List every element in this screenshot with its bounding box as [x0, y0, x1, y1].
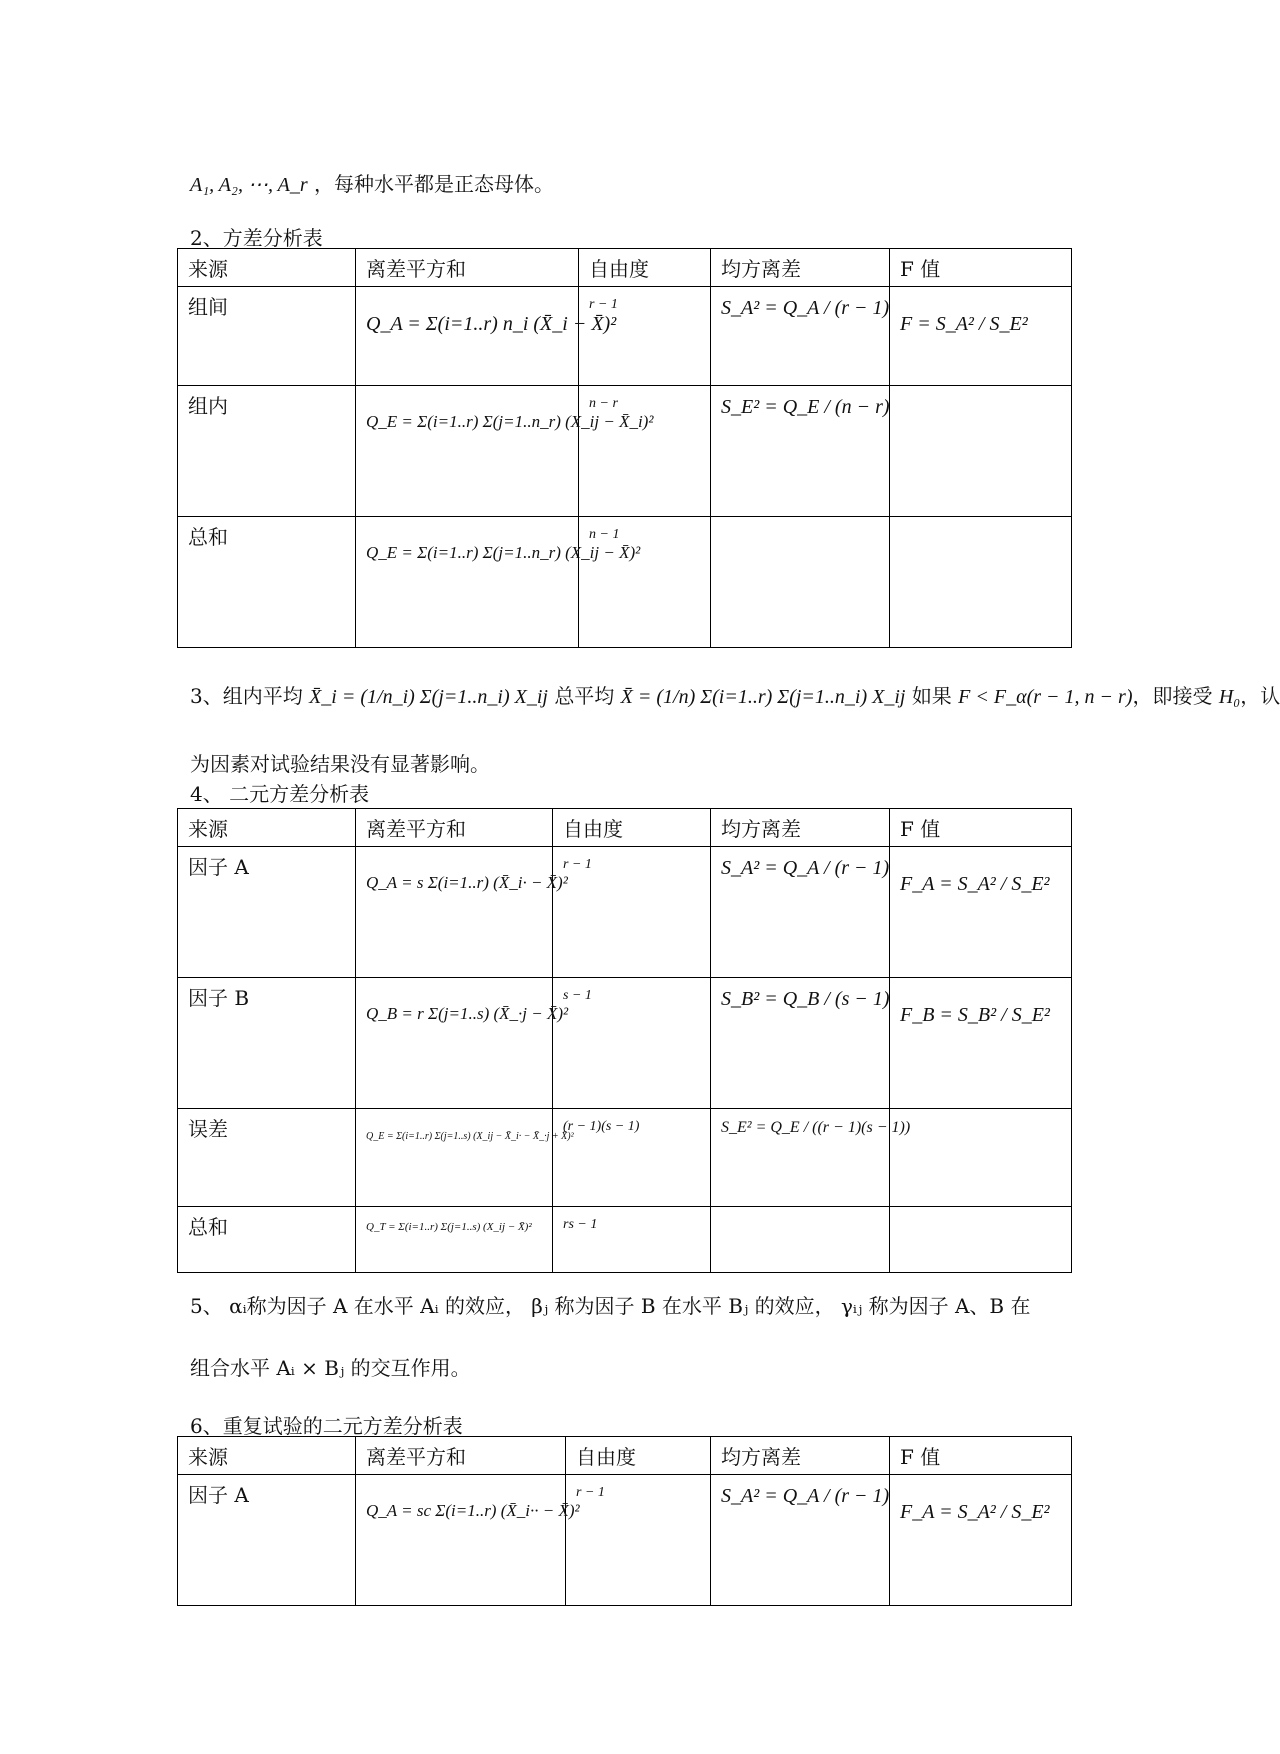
total-mean-label: 总平均: [554, 684, 615, 708]
header-source: 来源: [178, 809, 356, 847]
group-mean-math: X̄_i = (1/n_i) Σ(j=1..n_i) X_ij: [309, 686, 548, 708]
ss-formula: Q_B = r Σ(j=1..s) (X̄_·j − X̄)²: [366, 1004, 569, 1023]
df-value: r − 1: [563, 857, 592, 872]
ms-empty: [711, 517, 890, 648]
df-value: r − 1: [589, 297, 618, 312]
f-formula: F_A = S_A² / S_E²: [900, 1501, 1050, 1523]
accept-label: ，即接受: [1132, 684, 1213, 708]
table-row: [178, 386, 1072, 517]
table-header-row: [178, 1437, 1072, 1475]
ms-formula: S_B² = Q_B / (s − 1): [721, 988, 890, 1010]
section-3-label: 3、组内平均: [190, 684, 303, 708]
section-5-line-2: 组合水平 Aᵢ × Bⱼ 的交互作用。: [190, 1356, 471, 1380]
df-value: (r − 1)(s − 1): [563, 1119, 640, 1134]
header-f: F 值: [890, 249, 1072, 287]
repeated-anova-table: [177, 1436, 1072, 1606]
ms-formula: S_A² = Q_A / (r − 1): [721, 297, 890, 319]
table-header-row: [178, 249, 1072, 287]
section-3-line-2: 为因素对试验结果没有显著影响。: [190, 752, 490, 776]
section-6-title: 6、重复试验的二元方差分析表: [190, 1414, 463, 1438]
table-row: [178, 1109, 1072, 1207]
ms-formula: S_A² = Q_A / (r − 1): [721, 1485, 890, 1507]
ss-formula: Q_E = Σ(i=1..r) Σ(j=1..n_r) (X_ij − X̄_i)²: [366, 412, 654, 431]
row-source: 因子 A: [178, 1475, 356, 1606]
row-source: 总和: [178, 517, 356, 648]
f-test-math: F < F_α(r − 1, n − r): [958, 686, 1133, 708]
header-ss: 离差平方和: [356, 1437, 566, 1475]
row-source: 因子 B: [178, 978, 356, 1109]
section-5-line-1: 5、 αᵢ称为因子 A 在水平 Aᵢ 的效应， βⱼ 称为因子 B 在水平 Bⱼ 的效应， γᵢⱼ 称为因子 A、B 在: [190, 1294, 1031, 1318]
section-3-line: [190, 680, 1280, 709]
if-label: 如果: [911, 684, 952, 708]
ss-formula: Q_E = Σ(i=1..r) Σ(j=1..n_r) (X_ij − X̄)²: [366, 543, 641, 562]
df-value: n − 1: [589, 527, 620, 542]
ms-formula: S_E² = Q_E / ((r − 1)(s − 1)): [721, 1119, 911, 1136]
header-source: 来源: [178, 249, 356, 287]
f-empty: [890, 517, 1072, 648]
table-row: [178, 847, 1072, 978]
ms-formula: S_E² = Q_E / (n − r): [721, 396, 890, 418]
ss-formula: Q_T = Σ(i=1..r) Σ(j=1..s) (X_ij − X̄)²: [366, 1221, 532, 1233]
row-source: 总和: [178, 1207, 356, 1273]
table-header-row: [178, 809, 1072, 847]
ss-formula: Q_A = sc Σ(i=1..r) (X̄_i·· − X̄)²: [366, 1501, 580, 1520]
header-f: F 值: [890, 809, 1072, 847]
f-empty: [890, 1109, 1072, 1207]
header-f: F 值: [890, 1437, 1072, 1475]
header-ms: 均方离差: [711, 809, 890, 847]
intro-line: [190, 168, 554, 197]
ms-empty: [711, 1207, 890, 1273]
table-row: [178, 287, 1072, 386]
header-df: 自由度: [579, 249, 711, 287]
continuation-text: ，认: [1240, 684, 1280, 708]
f-formula: F = S_A² / S_E²: [900, 313, 1028, 335]
header-ms: 均方离差: [711, 1437, 890, 1475]
f-empty: [890, 1207, 1072, 1273]
ms-formula: S_A² = Q_A / (r − 1): [721, 857, 890, 879]
df-value: s − 1: [563, 988, 592, 1003]
intro-text: ，每种水平都是正态母体。: [313, 172, 554, 196]
f-formula: F_B = S_B² / S_E²: [900, 1004, 1050, 1026]
f-formula: F_A = S_A² / S_E²: [900, 873, 1050, 895]
ss-formula: Q_A = s Σ(i=1..r) (X̄_i· − X̄)²: [366, 873, 568, 892]
header-ss: 离差平方和: [356, 249, 579, 287]
ss-formula: Q_E = Σ(i=1..r) Σ(j=1..s) (X_ij − X̄_i· − X̄_·j + X̄)²: [366, 1131, 574, 1142]
header-ms: 均方离差: [711, 249, 890, 287]
h0-math: H₀: [1218, 686, 1241, 708]
f-empty: [890, 386, 1072, 517]
table-row: [178, 1475, 1072, 1606]
table-row: [178, 517, 1072, 648]
row-source: 因子 A: [178, 847, 356, 978]
row-source: 组间: [178, 287, 356, 386]
df-value: n − r: [589, 396, 618, 411]
two-way-anova-table: [177, 808, 1072, 1273]
ss-formula: Q_A = Σ(i=1..r) n_i (X̄_i − X̄)²: [366, 313, 617, 335]
row-source: 误差: [178, 1109, 356, 1207]
total-mean-math: X̄ = (1/n) Σ(i=1..r) Σ(j=1..n_i) X_ij: [620, 686, 906, 708]
section-2-title: 2、方差分析表: [190, 226, 323, 250]
levels-math: A₁, A₂, ⋯, A_r: [190, 174, 308, 196]
table-row: [178, 1207, 1072, 1273]
header-source: 来源: [178, 1437, 356, 1475]
df-value: r − 1: [576, 1485, 605, 1500]
df-value: rs − 1: [563, 1217, 598, 1232]
header-ss: 离差平方和: [356, 809, 553, 847]
header-df: 自由度: [553, 809, 711, 847]
anova-table: [177, 248, 1072, 648]
row-source: 组内: [178, 386, 356, 517]
section-4-title: 4、 二元方差分析表: [190, 782, 370, 806]
table-row: [178, 978, 1072, 1109]
header-df: 自由度: [566, 1437, 711, 1475]
